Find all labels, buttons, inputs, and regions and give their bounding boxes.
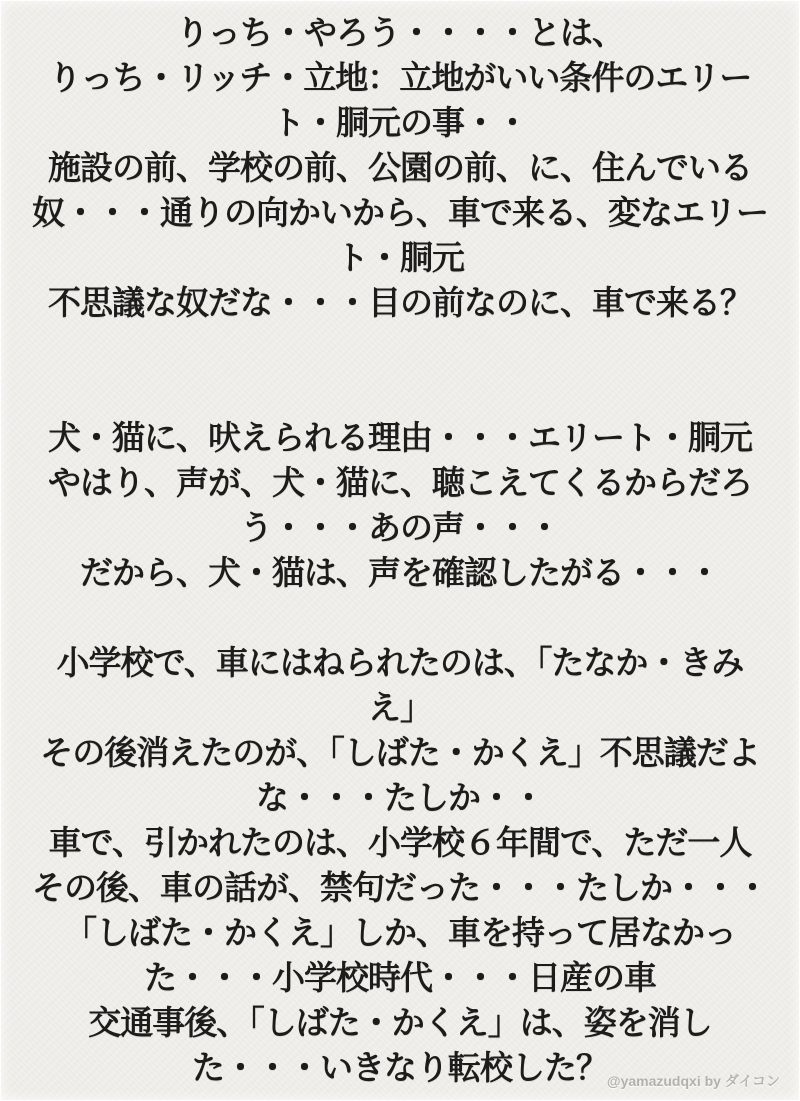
text-line: だから、犬・猫は、声を確認したがる・・・ (80, 554, 720, 591)
text-line: 交通事後、「しばた・かくえ」は、姿を消し (88, 1004, 712, 1041)
text-line: その後、車の話が、禁句だった・・・たしか・・・ (32, 869, 768, 906)
text-line: 不思議な奴だな・・・目の前なのに、車で来る？ (48, 284, 752, 321)
text-line (0, 370, 800, 415)
text-line: 小学校で、車にはねられたのは、「たなか・きみ (56, 644, 744, 681)
text-line: 施設の前、学校の前、公園の前、に、住んでいる (48, 149, 752, 186)
text-line: た・・・いきなり転校した？ (192, 1049, 608, 1086)
text-line: ト・胴元 (336, 239, 464, 276)
text-line: 奴・・・通りの向かいから、車で来る、変なエリー (32, 194, 768, 231)
text-line: その後消えたのが、「しばた・かくえ」不思議だよ (40, 734, 760, 771)
text-line (0, 595, 800, 640)
text-line: 犬・猫に、吠えられる理由・・・エリート・胴元 (48, 419, 752, 456)
text-line: りっち・やろう・・・・とは、 (176, 14, 624, 51)
text-line: う・・・あの声・・・ (240, 509, 560, 546)
text-line: 「しばた・かくえ」しか、車を持って居なかっ (64, 914, 736, 951)
text-line: え」 (368, 689, 432, 726)
text-line: やはり、声が、犬・猫に、聴こえてくるからだろ (48, 464, 752, 501)
text-line: 車で、引かれたのは、小学校６年間で、ただ一人 (48, 824, 752, 861)
text-line: りっち・リッチ・立地：立地がいい条件のエリー (48, 59, 752, 96)
text-line: た・・・小学校時代・・・日産の車 (144, 959, 656, 996)
watermark: @yamazudqxi by ダイコン (606, 1073, 780, 1089)
text-line (0, 325, 800, 370)
text-line: な・・・たしか・・ (256, 779, 544, 816)
text-line: ト・胴元の事・・ (272, 104, 528, 141)
